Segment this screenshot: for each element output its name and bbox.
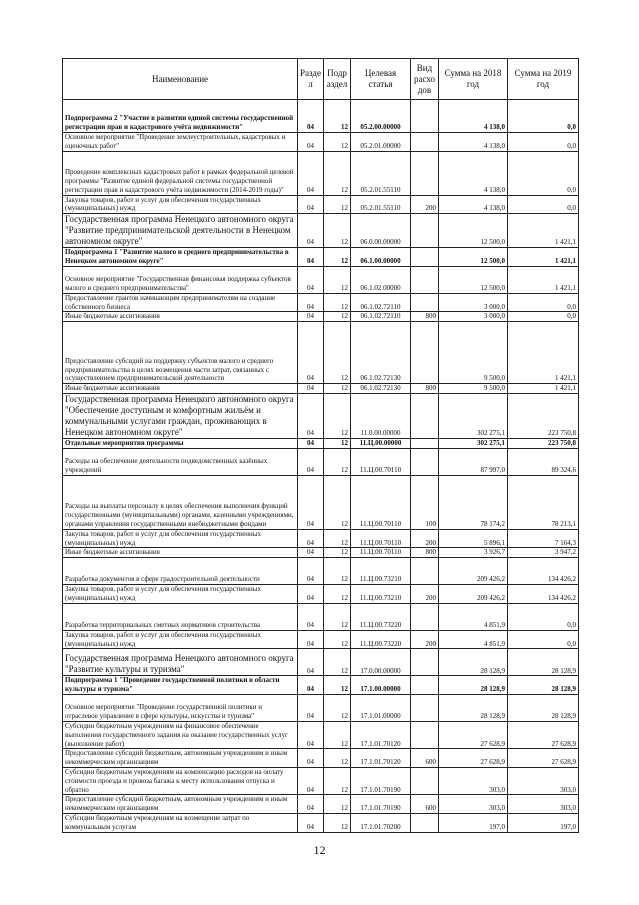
row-podrazdel: 12 [324,795,351,814]
row-vid [411,813,439,832]
row-sum-2018: 12 500,0 [439,248,508,267]
row-sum-2018: 209 426,2 [439,585,508,604]
row-target: 06.0.00.00000 [351,214,411,248]
row-razdel: 04 [298,548,324,558]
row-name: Отдельные мероприятия программы [63,438,298,448]
table-row [63,795,579,814]
table-row [63,749,579,768]
row-sum-2018: 5 896,1 [439,529,508,548]
row-razdel: 04 [298,529,324,548]
row-sum-2018: 4 138,0 [439,133,508,152]
row-podrazdel: 12 [324,749,351,768]
table-row [63,767,579,794]
row-name: Субсидии бюджетным учреждениям на компенсацию расходов на оплату стоимости проезда и провоза багажа к месту использования отпуска и обратно [63,767,298,794]
row-name: Иные бюджетные ассигнования [63,548,298,558]
row-name: Подпрограмма 1 "Проведение государственной политики в области культуры и туризма" [63,676,298,695]
table-row [63,694,579,721]
row-name: Основное мероприятие "Проведение землеустроительных, кадастровых и оценочных работ" [63,133,298,152]
row-razdel: 04 [298,649,324,676]
row-vid: 800 [411,548,439,558]
row-name: Государственная программа Ненецкого автономного округа "Обеспечение доступным и комфортным жильём и коммунальными услугами граждан, проживающих в Ненецком автономном округе" [63,393,298,438]
row-sum-2018: 78 174,2 [439,475,508,529]
row-vid: 200 [411,195,439,214]
row-name: Подпрограмма 2 "Участие в развитии единой системы государственной регистрации прав и кадастрового учёта недвижимости" [63,100,298,133]
row-sum-2019: 303,0 [508,795,579,814]
row-sum-2018: 27 628,9 [439,749,508,768]
row-sum-2019: 7 164,3 [508,529,579,548]
row-sum-2019: 0,0 [508,603,579,630]
row-target: 06.1.02.00000 [351,266,411,293]
row-name: Закупка товаров, работ и услуг для обеспечения государственных (муниципальных) нужд [63,630,298,649]
row-target: 11.Ц.00.73220 [351,603,411,630]
row-name: Закупка товаров, работ и услуг для обеспечения государственных (муниципальных) нужд [63,195,298,214]
row-target: 06.1.02.72130 [351,384,411,394]
row-podrazdel: 12 [324,529,351,548]
row-podrazdel: 12 [324,475,351,529]
row-sum-2019: 27 628,9 [508,721,579,748]
table-row [63,649,579,676]
row-podrazdel: 12 [324,721,351,748]
row-vid [411,694,439,721]
row-name: Подпрограмма 1 "Развитие малого и среднего предпринимательства в Ненецком автономном округе" [63,248,298,267]
table-row [63,438,579,448]
row-target: 11.Ц.00.70110 [351,448,411,475]
row-vid [411,133,439,152]
row-target: 17.1.01.70190 [351,767,411,794]
row-vid [411,603,439,630]
row-vid: 600 [411,749,439,768]
row-target: 11.Ц.00.70110 [351,529,411,548]
row-sum-2018: 9 500,0 [439,322,508,384]
table-row [63,293,579,312]
row-vid [411,248,439,267]
row-razdel: 04 [298,721,324,748]
row-razdel: 04 [298,393,324,438]
row-vid [411,558,439,585]
row-vid [411,214,439,248]
row-sum-2019: 78 213,1 [508,475,579,529]
row-sum-2019: 1 421,1 [508,322,579,384]
row-sum-2019: 28 128,9 [508,676,579,695]
header-sum-2018: Сумма на 2018 год [439,59,508,100]
row-target: 05.2.00.00000 [351,100,411,133]
table-row [63,322,579,384]
table-row [63,475,579,529]
row-podrazdel: 12 [324,676,351,695]
row-razdel: 04 [298,195,324,214]
row-target: 17.1.01.00000 [351,694,411,721]
header-target: Целевая статья [351,59,411,100]
row-sum-2018: 12 500,0 [439,214,508,248]
row-vid [411,322,439,384]
header-podrazdel: Подр аздел [324,59,351,100]
row-target: 06.1.02.72110 [351,293,411,312]
row-sum-2018: 4 138,0 [439,195,508,214]
row-name: Предоставление субсидий на поддержку субъектов малого и среднего предпринимательства в целях возмещения части затрат, связанных с осуществлением предпринимательской деятельности [63,322,298,384]
row-name: Основное мероприятие "Государственная финансовая поддержка субъектов малого и среднего предпринимательства" [63,266,298,293]
row-razdel: 04 [298,585,324,604]
row-razdel: 04 [298,266,324,293]
row-target: 11.Ц.00.73220 [351,630,411,649]
row-sum-2018: 3 000,0 [439,293,508,312]
row-target: 17.1.01.70200 [351,813,411,832]
row-target: 11.0.00.00000 [351,393,411,438]
table-row [63,393,579,438]
row-name: Разработка территориальных сметных нормативов строительства [63,603,298,630]
row-name: Иные бюджетные ассигнования [63,384,298,394]
row-vid [411,100,439,133]
row-vid: 200 [411,585,439,604]
row-vid: 200 [411,529,439,548]
row-razdel: 04 [298,813,324,832]
row-sum-2019: 223 750,8 [508,438,579,448]
row-sum-2019: 303,0 [508,767,579,794]
row-razdel: 04 [298,475,324,529]
header-razdel: Разде л [298,59,324,100]
row-razdel: 04 [298,795,324,814]
row-podrazdel: 12 [324,694,351,721]
row-vid [411,721,439,748]
table-row [63,548,579,558]
row-name: Субсидии бюджетным учреждениям на возмещение затрат по коммунальным услугам [63,813,298,832]
table-row [63,133,579,152]
row-vid: 600 [411,795,439,814]
table-row [63,630,579,649]
row-podrazdel: 12 [324,133,351,152]
row-razdel: 04 [298,448,324,475]
row-sum-2019: 0,0 [508,133,579,152]
row-razdel: 04 [298,312,324,322]
table-row [63,721,579,748]
row-name: Расходы на обеспечение деятельности подведомственных казённых учреждений [63,448,298,475]
row-sum-2019: 3 947,2 [508,548,579,558]
row-target: 05.2.01.55110 [351,151,411,195]
row-razdel: 04 [298,384,324,394]
row-podrazdel: 12 [324,438,351,448]
row-target: 11.Ц.00.70110 [351,548,411,558]
row-podrazdel: 12 [324,322,351,384]
row-target: 06.1.02.72130 [351,322,411,384]
row-target: 05.2.01.55110 [351,195,411,214]
table-row [63,384,579,394]
table-row [63,195,579,214]
row-podrazdel: 12 [324,448,351,475]
row-podrazdel: 12 [324,813,351,832]
row-sum-2019: 1 421,1 [508,266,579,293]
row-sum-2019: 0,0 [508,312,579,322]
row-razdel: 04 [298,438,324,448]
row-name: Разработка документов в сфере градостроительной деятельности [63,558,298,585]
table-row [63,248,579,267]
row-name: Предоставление субсидий бюджетным, автономным учреждениям и иным некоммерческим организациям [63,749,298,768]
row-sum-2019: 134 426,2 [508,558,579,585]
table-row [63,676,579,695]
row-sum-2018: 3 000,0 [439,312,508,322]
table-row [63,558,579,585]
row-name: Закупка товаров, работ и услуг для обеспечения государственных (муниципальных) нужд [63,529,298,548]
row-razdel: 04 [298,248,324,267]
row-sum-2018: 4 138,0 [439,151,508,195]
row-podrazdel: 12 [324,384,351,394]
row-name: Предоставление грантов начинающим предпринимателям на создание собственного бизнеса [63,293,298,312]
row-razdel: 04 [298,293,324,312]
row-sum-2018: 4 138,0 [439,100,508,133]
row-sum-2019: 0,0 [508,293,579,312]
row-podrazdel: 12 [324,649,351,676]
row-razdel: 04 [298,151,324,195]
row-target: 11.Ц.00.73210 [351,585,411,604]
row-vid [411,266,439,293]
row-sum-2018: 28 128,9 [439,649,508,676]
row-podrazdel: 12 [324,248,351,267]
row-name: Расходы на выплаты персоналу в целях обеспечения выполнения функций государственными (муниципальными) органами, казенными учреждениями, органами управления государственными внебюджетными фондами [63,475,298,529]
row-sum-2018: 4 851,9 [439,603,508,630]
row-sum-2018: 303,0 [439,795,508,814]
row-target: 17.1.01.70120 [351,749,411,768]
row-podrazdel: 12 [324,151,351,195]
table-row [63,100,579,133]
row-razdel: 04 [298,676,324,695]
table-row [63,448,579,475]
row-razdel: 04 [298,694,324,721]
table-row [63,214,579,248]
row-target: 05.2.01.00000 [351,133,411,152]
row-sum-2018: 12 500,0 [439,266,508,293]
row-sum-2018: 87 997,0 [439,448,508,475]
row-target: 17.0.00.00000 [351,649,411,676]
row-name: Иные бюджетные ассигнования [63,312,298,322]
row-sum-2019: 89 324,6 [508,448,579,475]
row-sum-2019: 134 426,2 [508,585,579,604]
row-target: 06.1.00.00000 [351,248,411,267]
row-podrazdel: 12 [324,603,351,630]
row-podrazdel: 12 [324,195,351,214]
row-name: Основное мероприятие "Проведение государственной политики и отраслевое управление в сфере культуры, искусства и туризма" [63,694,298,721]
header-vid: Вид расхо дов [411,59,439,100]
row-sum-2018: 27 628,9 [439,721,508,748]
row-sum-2018: 302 275,1 [439,393,508,438]
row-vid: 800 [411,384,439,394]
row-target: 17.1.01.70190 [351,795,411,814]
row-podrazdel: 12 [324,767,351,794]
row-razdel: 04 [298,630,324,649]
row-sum-2019: 1 421,1 [508,384,579,394]
row-sum-2018: 302 275,1 [439,438,508,448]
row-name: Государственная программа Ненецкого автономного округа "Развитие культуры и туризма" [63,649,298,676]
row-podrazdel: 12 [324,293,351,312]
row-sum-2018: 3 926,7 [439,548,508,558]
table-row [63,312,579,322]
row-vid [411,676,439,695]
budget-table [62,58,579,833]
table-row [63,151,579,195]
row-sum-2019: 197,0 [508,813,579,832]
row-podrazdel: 12 [324,266,351,293]
row-name: Предоставление субсидий бюджетным, автономным учреждениям и иным некоммерческим организациям [63,795,298,814]
page-number: 12 [313,843,326,857]
row-sum-2019: 0,0 [508,195,579,214]
row-sum-2019: 1 421,1 [508,214,579,248]
row-podrazdel: 12 [324,558,351,585]
row-sum-2018: 28 128,9 [439,694,508,721]
table-row [63,603,579,630]
row-sum-2019: 0,0 [508,151,579,195]
row-name: Проведение комплексных кадастровых работ в рамках федеральной целевой программы "Развитие единой федеральной системы государственной регистрации прав и кадастрового учёта недвижимости (2014-2019 годы)" [63,151,298,195]
row-sum-2018: 209 426,2 [439,558,508,585]
row-podrazdel: 12 [324,393,351,438]
table-header-row [63,59,579,100]
row-sum-2019: 223 750,8 [508,393,579,438]
row-vid: 200 [411,630,439,649]
row-podrazdel: 12 [324,548,351,558]
row-target: 11.Ц.00.73210 [351,558,411,585]
row-vid [411,448,439,475]
row-vid: 100 [411,475,439,529]
row-target: 17.1.01.70120 [351,721,411,748]
row-sum-2019: 1 421,1 [508,248,579,267]
row-sum-2018: 197,0 [439,813,508,832]
row-podrazdel: 12 [324,630,351,649]
row-vid [411,438,439,448]
row-razdel: 04 [298,767,324,794]
row-podrazdel: 12 [324,585,351,604]
row-sum-2018: 4 851,9 [439,630,508,649]
table-row [63,266,579,293]
row-razdel: 04 [298,322,324,384]
row-sum-2019: 27 628,9 [508,749,579,768]
row-razdel: 04 [298,100,324,133]
row-name: Закупка товаров, работ и услуг для обеспечения государственных (муниципальных) нужд [63,585,298,604]
row-name: Субсидии бюджетным учреждениям на финансовое обеспечение выполнения государственного задания на оказание государственных услуг (выполнение работ) [63,721,298,748]
row-sum-2018: 28 128,9 [439,676,508,695]
row-sum-2019: 28 128,9 [508,694,579,721]
row-target: 17.1.00.00000 [351,676,411,695]
row-podrazdel: 12 [324,312,351,322]
row-razdel: 04 [298,133,324,152]
row-target: 11.Ц.00.00000 [351,438,411,448]
table-row [63,529,579,548]
row-target: 06.1.02.72110 [351,312,411,322]
row-vid [411,393,439,438]
row-vid [411,293,439,312]
row-sum-2018: 9 500,0 [439,384,508,394]
row-sum-2019: 28 128,9 [508,649,579,676]
row-razdel: 04 [298,749,324,768]
row-sum-2019: 0,0 [508,630,579,649]
row-vid [411,151,439,195]
row-razdel: 04 [298,603,324,630]
row-name: Государственная программа Ненецкого автономного округа "Развитие предпринимательской деятельности в Ненецком автономном округе" [63,214,298,248]
row-podrazdel: 12 [324,214,351,248]
row-sum-2019: 0,0 [508,100,579,133]
table-row [63,585,579,604]
row-vid [411,767,439,794]
row-podrazdel: 12 [324,100,351,133]
table-row [63,813,579,832]
row-target: 11.Ц.00.70110 [351,475,411,529]
header-sum-2019: Сумма на 2019 год [508,59,579,100]
row-vid: 800 [411,312,439,322]
row-sum-2018: 303,0 [439,767,508,794]
header-name: Наименование [63,59,298,100]
row-vid [411,649,439,676]
row-razdel: 04 [298,558,324,585]
row-razdel: 04 [298,214,324,248]
